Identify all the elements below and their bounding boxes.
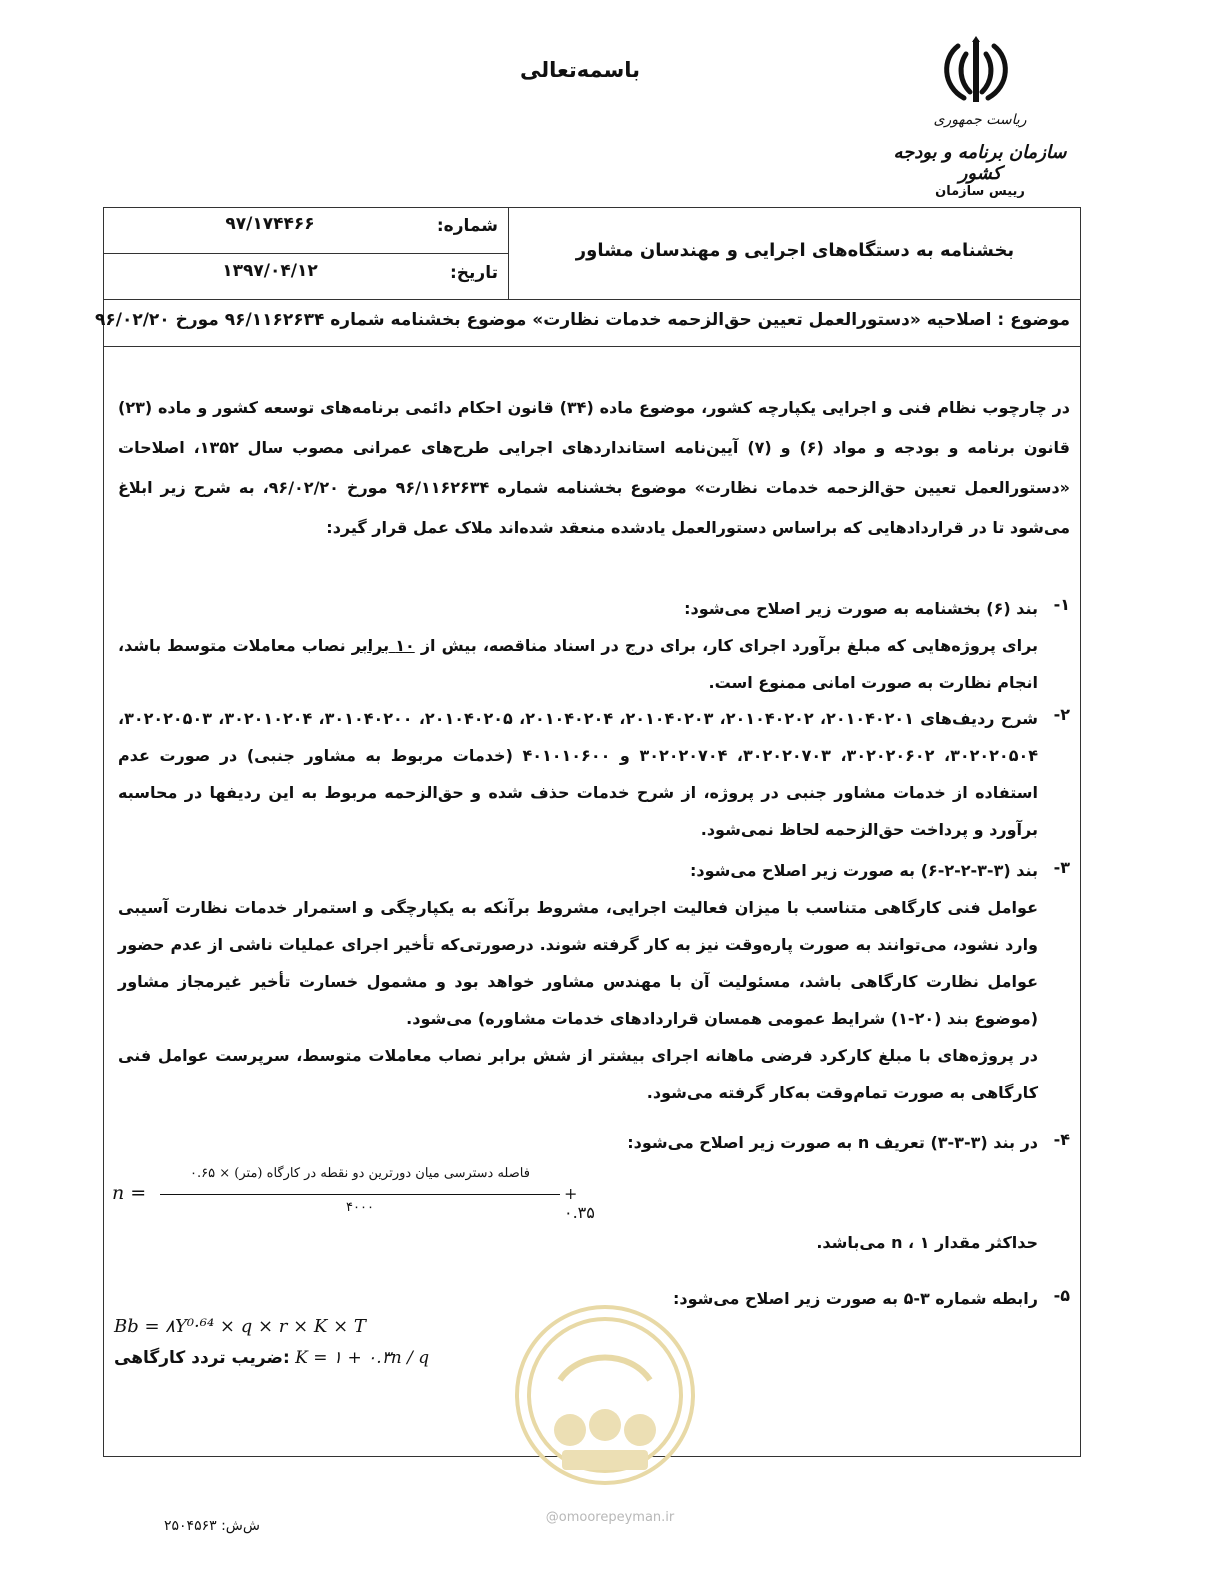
formula-denominator: ۴۰۰۰ bbox=[346, 1200, 374, 1215]
bismillah: باسمه‌تعالی bbox=[520, 58, 640, 82]
addressee-heading: بخشنامه به دستگاه‌های اجرایی و مهندسان مشاور bbox=[575, 240, 1015, 261]
item-5-title: رابطه شماره ۳-۵ به صورت زیر اصلاح می‌شود: bbox=[672, 1289, 1038, 1308]
item-1 bbox=[118, 590, 1038, 701]
number-label: شماره: bbox=[436, 216, 498, 236]
item-3 bbox=[118, 852, 1038, 1111]
meta-column-divider bbox=[508, 207, 509, 299]
org-line-head: رییس سازمان bbox=[935, 184, 1025, 199]
item-3-paragraph-2: در پروژه‌های با مبلغ کارکرد فرضی ماهانه اجرای بیشتر از شش برابر نصاب معاملات متوسط، سرپرست عوامل فنی کارگاهی به صورت تمام‌وقت به‌کار گرفته می‌شود. bbox=[118, 1046, 1038, 1102]
item-1-text-b: نصاب معاملات متوسط باشد، انجام نظارت به صورت امانی ممنوع است. bbox=[118, 636, 1038, 692]
item-1-underlined: ۱۰ برابر bbox=[351, 636, 415, 655]
subject-text: اصلاحیه «دستورالعمل تعیین حق‌الزحمه خدمات نظارت» موضوع بخشنامه شماره ۹۶/۱۱۶۲۶۳۴ مورخ ۹۶/۰۲/۲۰ bbox=[94, 310, 992, 330]
org-line-presidency: ریاست جمهوری bbox=[933, 112, 1027, 128]
date-value: ۱۳۹۷/۰۴/۱۲ bbox=[222, 261, 318, 281]
k-formula: K = ۱ + ۰.۳n / q bbox=[295, 1348, 430, 1368]
serial-number: ش‌ش: ۲۵۰۴۵۶۳ bbox=[164, 1518, 260, 1534]
subject-row-divider bbox=[103, 346, 1081, 347]
item-1-body bbox=[118, 627, 1038, 701]
item-3-number: ۳- bbox=[1053, 858, 1070, 877]
item-5-number: ۵- bbox=[1053, 1286, 1070, 1305]
omoorepeyman-seal-icon bbox=[510, 1300, 700, 1490]
k-formula-line bbox=[114, 1348, 430, 1368]
item-2: شرح ردیف‌های ۲۰۱۰۴۰۲۰۱، ۲۰۱۰۴۰۲۰۲، ۲۰۱۰۴۰۲۰۳، ۲۰۱۰۴۰۲۰۴، ۲۰۱۰۴۰۲۰۵، ۳۰۱۰۴۰۲۰۰، ۳۰۲۰۱۰۲۰۴، ۳۰۲۰۲۰۵۰۳، ۳۰۲۰۲۰۵۰۴، ۳۰۲۰۲۰۶۰۲، ۳۰۲۰۲۰۷۰۳، ۳۰۲۰۲۰۷۰۴ و ۴۰۱۰۱۰۶۰۰ (خدمات مربوط به مشاور جنبی) در صورت عدم استفاده از خدمات مشاور جنبی در پروژه، از شرح خدمات حذف شده و حق‌الزحمه مربوط به این ردیفها در محاسبه برآورد و پرداخت حق‌الزحمه لحاظ نمی‌شود. bbox=[118, 709, 1039, 839]
item-1-title: بند (۶) بخشنامه به صورت زیر اصلاح می‌شود: bbox=[684, 599, 1038, 618]
item-1-text-a: برای پروژه‌هایی که مبلغ برآورد اجرای کار، برای درج در اسناد مناقصه، بیش از bbox=[420, 636, 1039, 655]
n-formula bbox=[112, 1162, 612, 1224]
item-1-number: ۱- bbox=[1053, 595, 1070, 614]
subject-label: موضوع : bbox=[997, 310, 1070, 330]
website-watermark: @omoorepeyman.ir bbox=[545, 1510, 675, 1525]
number-value: ۹۷/۱۷۴۴۶۶ bbox=[225, 214, 315, 234]
k-formula-label: ضریب تردد کارگاهی: bbox=[114, 1348, 290, 1368]
org-line-organization: سازمان برنامه و بودجه کشور bbox=[893, 142, 1067, 184]
item-4-note: حداکثر مقدار n ، ۱ می‌باشد. bbox=[816, 1233, 1038, 1252]
item-3-paragraph-1: عوامل فنی کارگاهی متناسب با میزان فعالیت اجرایی، مشروط برآنکه به یکپارچگی و استمرار خدمات نظارت آسیبی وارد نشود، می‌توانند به صورت پاره‌وقت نیز به کار گرفته شوند. درصورتی‌که تأخیر اجرای عملیات ناشی از عدم حضور عوامل نظارت کارگاهی باشد، مسئولیت آن با مهندس مشاور خواهد بود و مشمول خسارت تأخیر غیرمجاز مشاور (موضوع بند (۲۰-۱) شرایط عمومی همسان قراردادهای خدمات مشاوره) می‌شود. bbox=[118, 898, 1038, 1028]
meta-cell-divider bbox=[103, 253, 508, 254]
header-row-divider bbox=[103, 299, 1081, 300]
date-label: تاریخ: bbox=[450, 263, 498, 283]
formula-numerator: فاصله دسترسی میان دورترین دو نقطه در کارگاه (متر) × ۰.۶۵ bbox=[190, 1166, 530, 1181]
formula-constant: + ۰.۳۵ bbox=[564, 1184, 595, 1222]
item-2-number: ۲- bbox=[1053, 705, 1070, 724]
formula-lhs: n = bbox=[112, 1182, 147, 1204]
fraction-bar bbox=[160, 1194, 560, 1195]
iran-emblem-icon bbox=[928, 36, 1024, 106]
intro-paragraph: در چارچوب نظام فنی و اجرایی یکپارچه کشور، موضوع ماده (۳۴) قانون احکام دائمی برنامه‌های توسعه کشور و ماده (۲۳) قانون برنامه و بودجه و مواد (۶) و (۷) آیین‌نامه استانداردهای اجرایی طرح‌های عمرانی مصوب سال ۱۳۵۲، اصلاحات «دستورالعمل تعیین حق‌الزحمه خدمات نظارت» موضوع بخشنامه شماره ۹۶/۱۱۶۲۶۳۴ مورخ ۹۶/۰۲/۲۰، به شرح زیر ابلاغ می‌شود تا در قراردادهایی که براساس دستورالعمل یادشده منعقد شده‌اند ملاک عمل قرار گیرد: bbox=[118, 398, 1071, 537]
item-4-number: ۴- bbox=[1053, 1130, 1070, 1149]
item-3-title: بند (۳-۳-۲-۲-۶) به صورت زیر اصلاح می‌شود: bbox=[690, 861, 1038, 880]
bb-formula: Bb = ۸Y⁰·⁶⁴ × q × r × K × T bbox=[114, 1316, 366, 1337]
item-4-title: در بند (۳-۳-۳) تعریف n به صورت زیر اصلاح می‌شود: bbox=[627, 1133, 1038, 1152]
subject-line bbox=[94, 310, 1070, 330]
